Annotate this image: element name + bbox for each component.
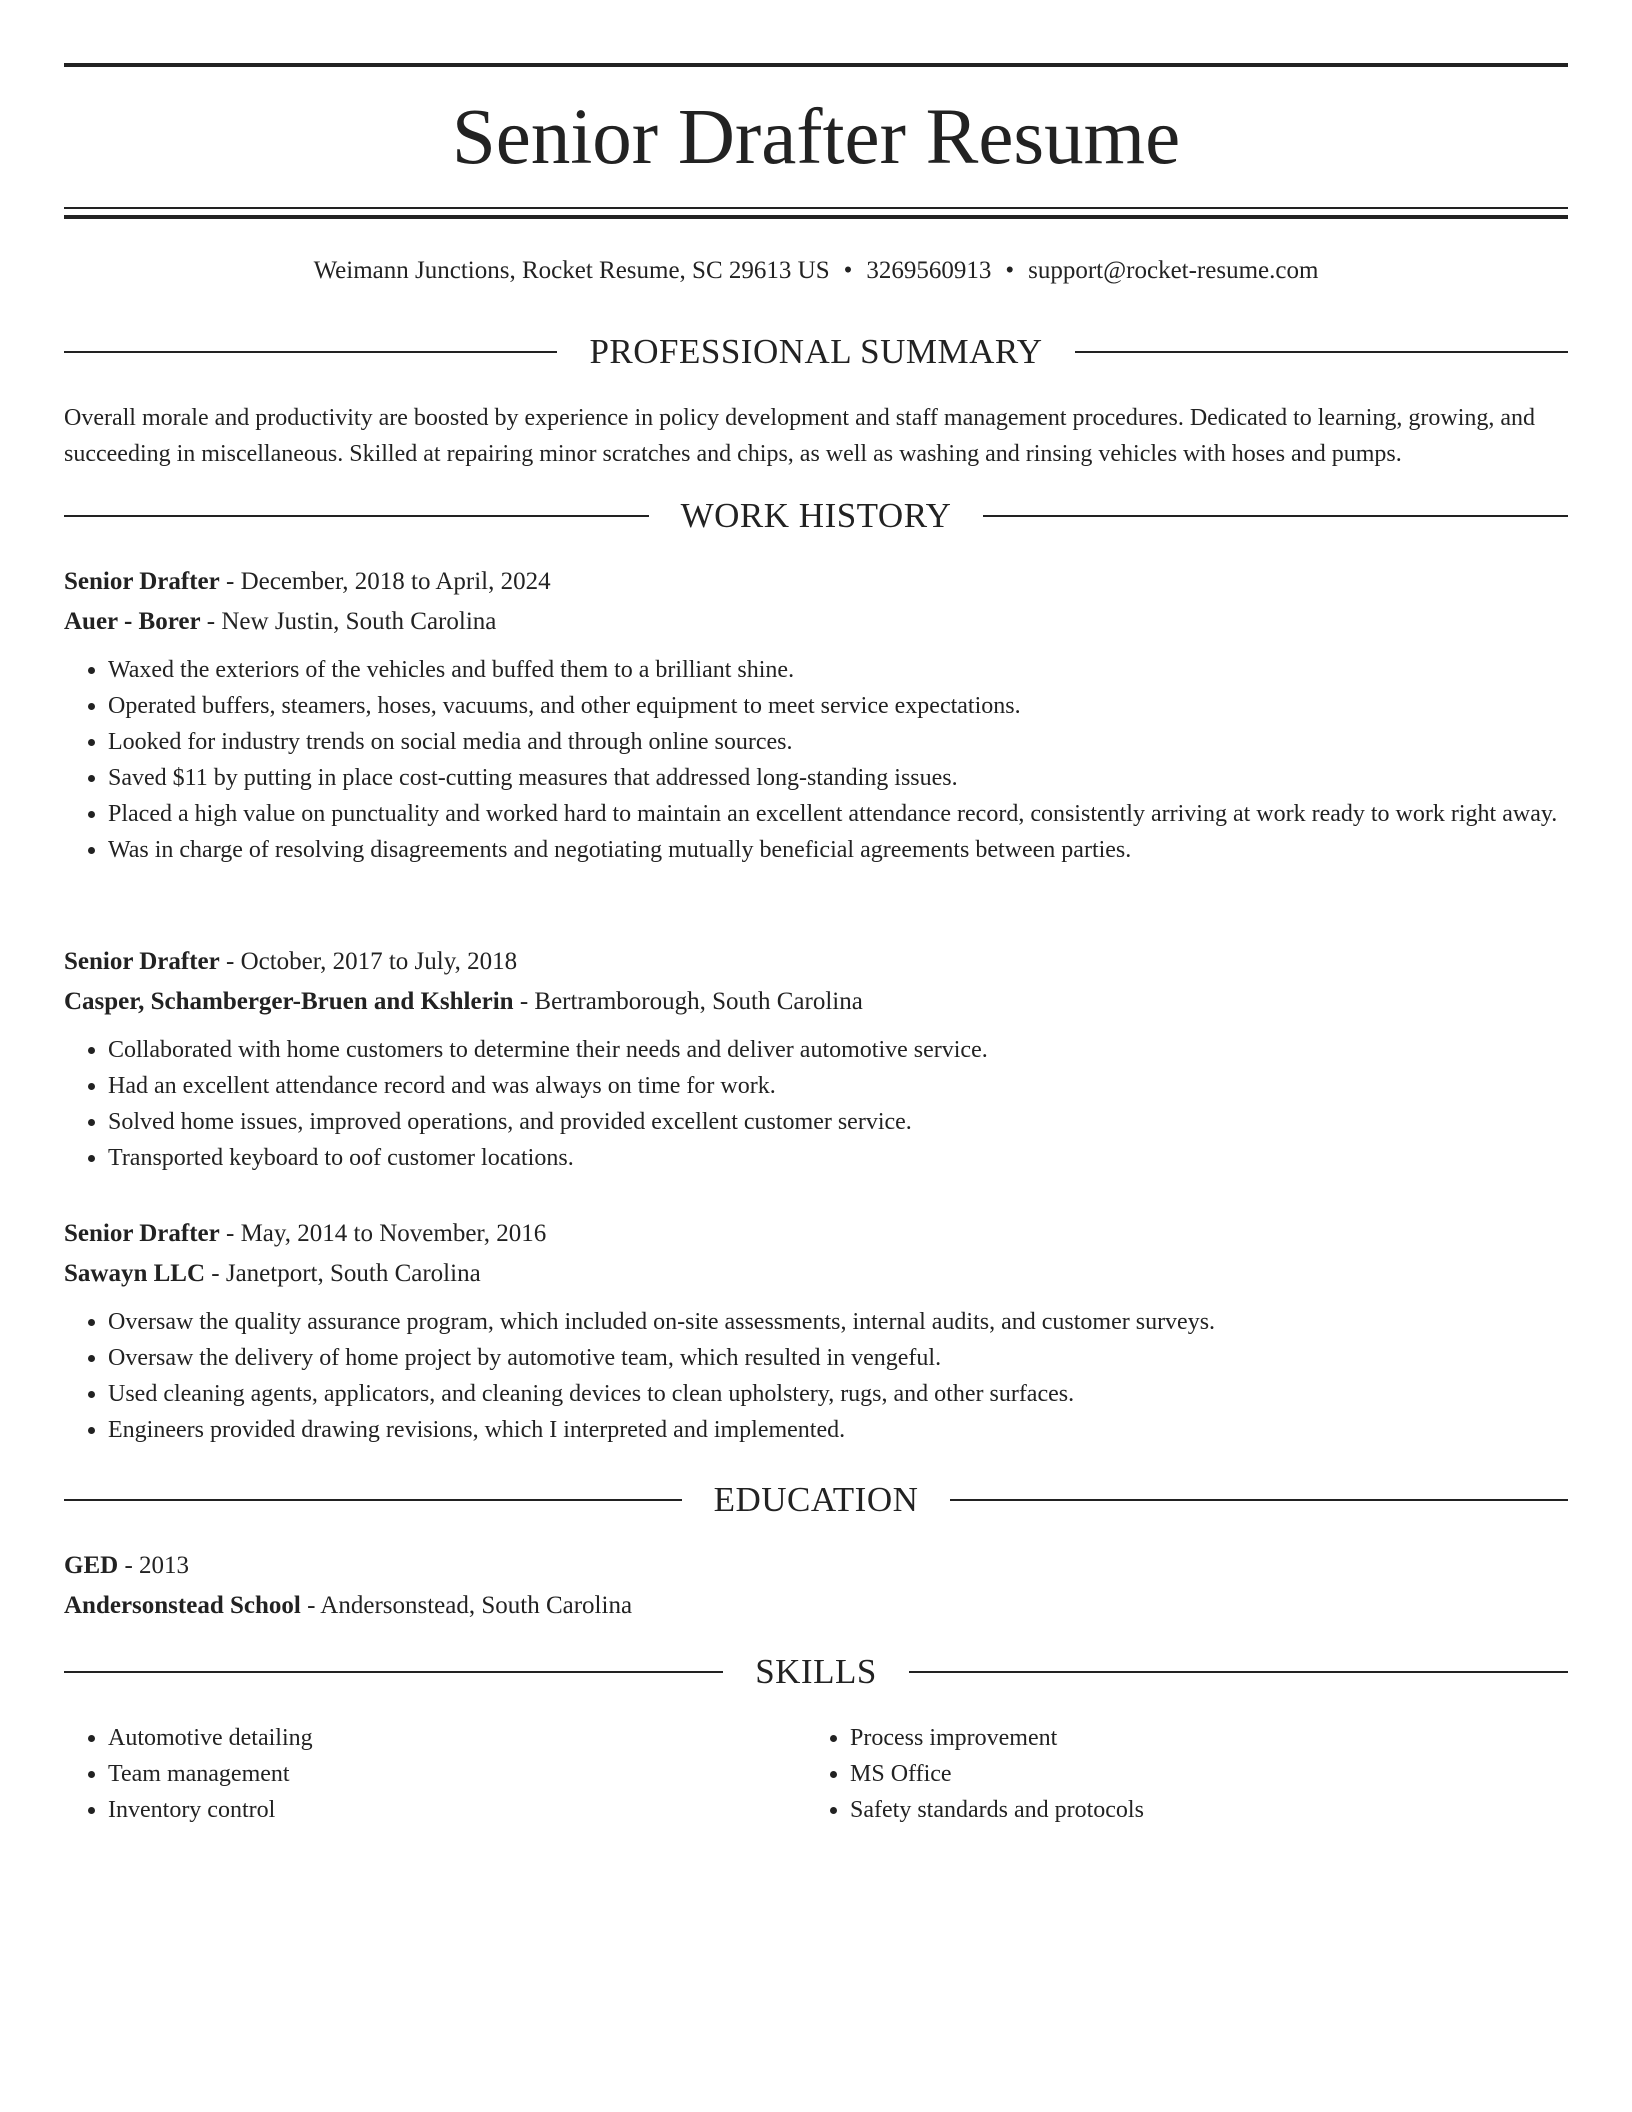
list-item: • Waxed the exteriors of the vehicles and buffed them to a brilliant shine. xyxy=(108,652,1568,688)
job-title-line xyxy=(64,942,1568,982)
list-item: • Team management xyxy=(108,1756,806,1792)
list-item: • Had an excellent attendance record and was always on time for work. xyxy=(108,1068,1568,1104)
heading-rule xyxy=(64,515,649,517)
list-item: • Used cleaning agents, applicators, and cleaning devices to clean upholstery, rugs, and other surfaces. xyxy=(108,1376,1568,1412)
job-bullets xyxy=(64,1304,1568,1448)
contact-phone: 3269560913 xyxy=(866,257,992,284)
heading-rule xyxy=(909,1671,1568,1673)
section-title: WORK HISTORY xyxy=(680,496,952,535)
job-company: Sawayn LLC xyxy=(64,1260,206,1287)
job-bullets xyxy=(64,652,1568,868)
contact-separator: • xyxy=(843,257,853,284)
list-item: • Collaborated with home customers to determine their needs and deliver automotive service. xyxy=(108,1032,1568,1068)
job-location: - New Justin, South Carolina xyxy=(200,608,497,635)
resume-title: Senior Drafter Resume xyxy=(451,94,1181,181)
job-dates: - October, 2017 to July, 2018 xyxy=(219,948,518,975)
section-heading-skills xyxy=(64,1650,1568,1694)
job-entry xyxy=(64,562,1568,868)
job-dates: - December, 2018 to April, 2024 xyxy=(219,568,551,595)
job-bullets xyxy=(64,1032,1568,1176)
education-year: - 2013 xyxy=(118,1552,190,1579)
job-company-line xyxy=(64,982,1568,1022)
heading-rule xyxy=(1075,351,1568,353)
job-title-line xyxy=(64,562,1568,602)
contact-line xyxy=(64,254,1568,288)
job-location: - Janetport, South Carolina xyxy=(205,1260,481,1287)
list-item: • Oversaw the quality assurance program, which included on-site assessments, internal audits, and customer surveys. xyxy=(108,1304,1568,1340)
heading-rule xyxy=(64,1499,682,1501)
job-location: - Bertramborough, South Carolina xyxy=(513,988,863,1015)
education-location: - Andersonstead, South Carolina xyxy=(300,1592,633,1619)
list-item: • Solved home issues, improved operations, and provided excellent customer service. xyxy=(108,1104,1568,1140)
list-item: • Oversaw the delivery of home project by automotive team, which resulted in vengeful. xyxy=(108,1340,1568,1376)
list-item: • MS Office xyxy=(850,1756,1548,1792)
job-company: Casper, Schamberger-Bruen and Kshlerin xyxy=(64,988,514,1015)
job-company: Auer - Borer xyxy=(64,608,201,635)
list-item: • Looked for industry trends on social media and through online sources. xyxy=(108,724,1568,760)
job-title: Senior Drafter xyxy=(64,1220,220,1247)
list-item: • Operated buffers, steamers, hoses, vacuums, and other equipment to meet service expectations. xyxy=(108,688,1568,724)
contact-separator: • xyxy=(1005,257,1015,284)
job-title: Senior Drafter xyxy=(64,568,220,595)
section-heading-work xyxy=(64,494,1568,538)
job-company-line xyxy=(64,602,1568,642)
education-entry xyxy=(64,1546,1568,1626)
section-heading-summary xyxy=(64,330,1568,374)
list-item: • Transported keyboard to oof customer locations. xyxy=(108,1140,1568,1176)
education-school-line xyxy=(64,1586,1568,1626)
job-company-line xyxy=(64,1254,1568,1294)
list-item: • Was in charge of resolving disagreements and negotiating mutually beneficial agreements between parties. xyxy=(108,832,1568,868)
top-rule xyxy=(64,63,1568,67)
section-title: SKILLS xyxy=(755,1652,877,1691)
heading-rule xyxy=(64,351,557,353)
education-school: Andersonstead School xyxy=(64,1592,301,1619)
contact-email: support@rocket-resume.com xyxy=(1028,257,1319,284)
summary-paragraph: Overall morale and productivity are boosted by experience in policy development and staff management procedures. Dedicated to learning, growing, and succeeding in miscellaneous. Skilled at repairing minor scratches and chips, as well as washing and rinsing vehicles with hoses and pumps. xyxy=(64,405,1536,467)
list-item: • Inventory control xyxy=(108,1792,806,1828)
list-item: • Placed a high value on punctuality and worked hard to maintain an excellent attendance record, consistently arriving at work ready to work right away. xyxy=(108,796,1568,832)
list-item: • Engineers provided drawing revisions, which I interpreted and implemented. xyxy=(108,1412,1568,1448)
section-title: PROFESSIONAL SUMMARY xyxy=(589,332,1043,371)
job-entry xyxy=(64,942,1568,1176)
job-title-line xyxy=(64,1214,1568,1254)
skills-list xyxy=(64,1720,1568,1828)
heading-rule xyxy=(983,515,1568,517)
job-dates: - May, 2014 to November, 2016 xyxy=(219,1220,547,1247)
contact-address: Weimann Junctions, Rocket Resume, SC 29613 US xyxy=(313,257,830,284)
skills-column-right xyxy=(806,1720,1548,1828)
title-rule-thin xyxy=(64,207,1568,209)
education-degree: GED xyxy=(64,1552,119,1579)
skills-column-left xyxy=(64,1720,806,1828)
heading-rule xyxy=(64,1671,723,1673)
heading-rule xyxy=(950,1499,1568,1501)
list-item: • Safety standards and protocols xyxy=(850,1792,1548,1828)
list-item: • Saved $11 by putting in place cost-cutting measures that addressed long-standing issues. xyxy=(108,760,1568,796)
education-degree-line xyxy=(64,1546,1568,1586)
list-item: • Automotive detailing xyxy=(108,1720,806,1756)
section-heading-education xyxy=(64,1478,1568,1522)
title-rule-thick xyxy=(64,215,1568,219)
list-item: • Process improvement xyxy=(850,1720,1548,1756)
job-title: Senior Drafter xyxy=(64,948,220,975)
section-title: EDUCATION xyxy=(713,1480,919,1519)
job-entry xyxy=(64,1214,1568,1448)
